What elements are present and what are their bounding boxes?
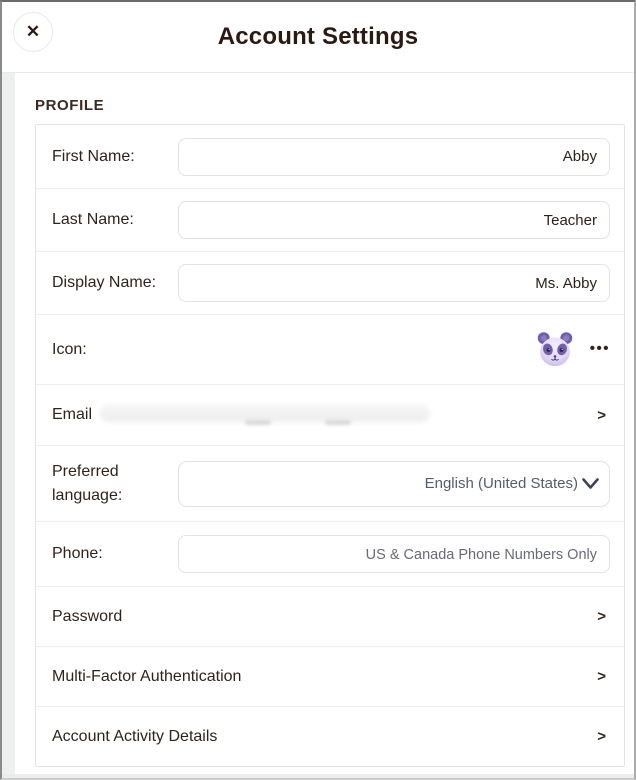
icon-options-ellipsis-button[interactable]: ••• xyxy=(589,340,610,357)
left-gutter xyxy=(2,73,15,776)
chevron-right-icon: > xyxy=(597,728,606,745)
chevron-right-icon: > xyxy=(597,668,606,685)
first-name-row xyxy=(36,125,624,188)
bottom-edge-strip xyxy=(2,774,634,778)
modal-header xyxy=(2,2,634,73)
display-name-row xyxy=(36,251,624,314)
close-icon: ✕ xyxy=(25,22,41,41)
display-name-label: Display Name: xyxy=(52,274,157,291)
purple-panda-avatar-icon[interactable] xyxy=(536,331,574,369)
page-title: Account Settings xyxy=(217,23,419,50)
mfa-label: Multi-Factor Authentication xyxy=(52,667,242,685)
phone-row xyxy=(36,521,624,586)
modal-body xyxy=(2,73,634,776)
email-row[interactable] xyxy=(36,384,624,445)
profile-card xyxy=(35,124,625,767)
password-row[interactable] xyxy=(36,586,624,646)
account-activity-details-row[interactable] xyxy=(36,706,624,766)
chevron-right-icon: > xyxy=(597,406,606,424)
password-label: Password xyxy=(52,607,123,625)
chevron-right-icon: > xyxy=(597,608,606,625)
settings-content xyxy=(15,73,634,776)
chevron-down-icon xyxy=(582,478,599,490)
last-name-label: Last Name: xyxy=(52,211,134,228)
icon-label: Icon: xyxy=(52,340,87,358)
preferred-language-label: Preferred language: xyxy=(52,462,123,504)
preferred-language-value: English (United States) xyxy=(424,475,578,492)
multi-factor-authentication-row[interactable] xyxy=(36,646,624,706)
email-label: Email xyxy=(52,406,93,423)
phone-input[interactable] xyxy=(178,535,610,573)
first-name-label: First Name: xyxy=(52,147,135,165)
display-name-input[interactable] xyxy=(178,264,610,302)
preferred-language-row xyxy=(36,445,624,521)
last-name-row xyxy=(36,188,624,251)
last-name-input[interactable] xyxy=(178,201,610,239)
account-activity-label: Account Activity Details xyxy=(52,727,218,745)
section-header-profile: PROFILE xyxy=(35,97,105,114)
preferred-language-select[interactable] xyxy=(178,461,610,507)
phone-label: Phone: xyxy=(52,545,103,562)
first-name-input[interactable] xyxy=(178,138,610,176)
email-redacted-value xyxy=(100,400,577,430)
icon-row xyxy=(36,314,624,384)
